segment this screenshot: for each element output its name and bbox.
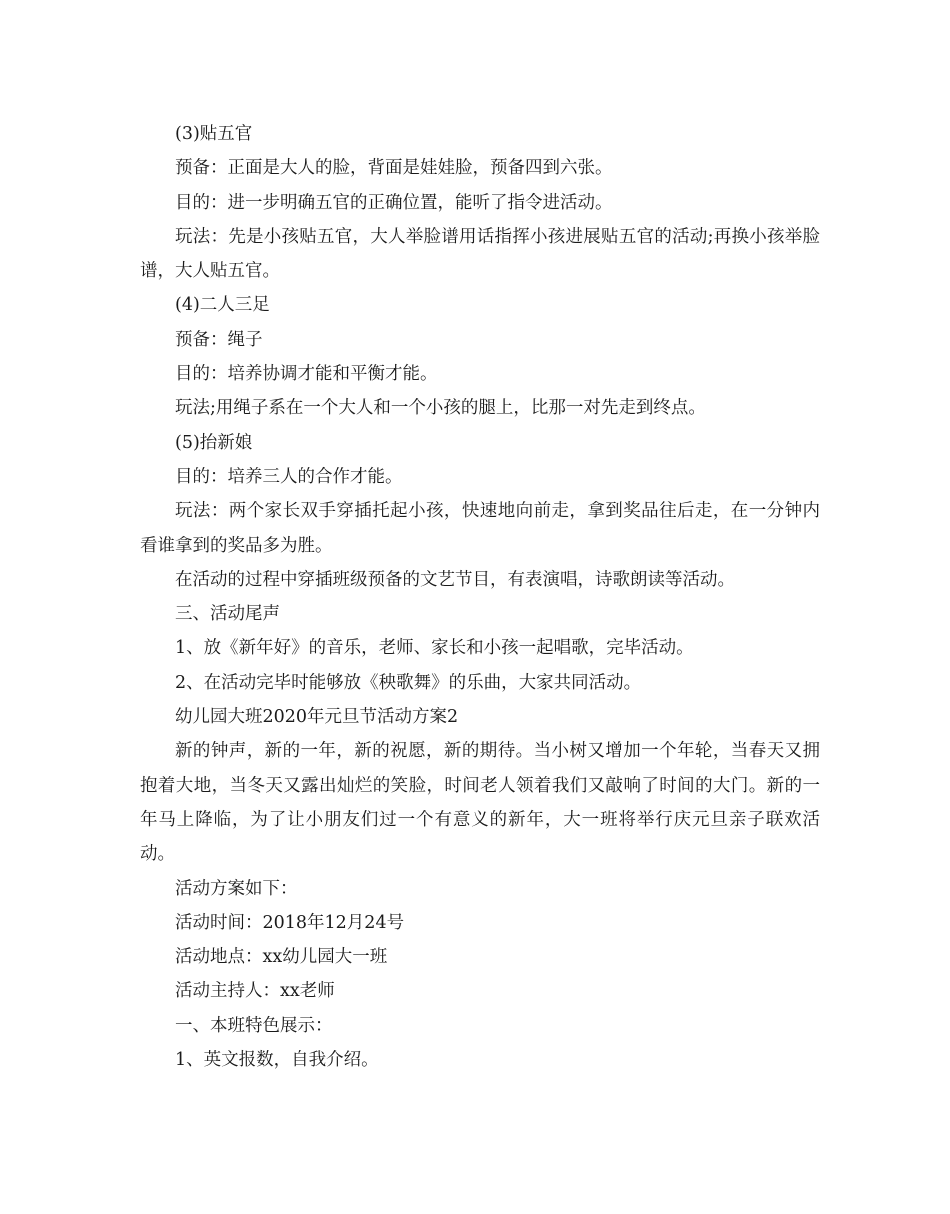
paragraph: 活动地点：xx幼儿园大一班 xyxy=(175,947,388,968)
paragraph: 目的：培养三人的合作才能。 xyxy=(175,466,403,487)
paragraph: 在活动的过程中穿插班级预备的文艺节目，有表演唱，诗歌朗读等活动。 xyxy=(175,569,735,590)
paragraph: 玩法：先是小孩贴五官，大人举脸谱用话指挥小孩进展贴五官的活动;再换小孩举脸谱，大人贴五官。 xyxy=(140,226,820,282)
document-body xyxy=(140,117,820,1077)
paragraph: 新的钟声，新的一年，新的祝愿，新的期待。当小树又增加一个年轮，当春天又拥抱着大地，当冬天又露出灿烂的笑脸，时间老人领着我们又敲响了时间的大门。新的一年马上降临，为了让小朋友们过一个有意义的新年，大一班将举行庆元旦亲子联欢活动。 xyxy=(140,741,820,865)
paragraph-heading-4: (4)二人三足 xyxy=(175,295,270,316)
paragraph: 活动方案如下： xyxy=(175,878,298,899)
paragraph: 目的：培养协调才能和平衡才能。 xyxy=(175,364,438,385)
paragraph: 预备：绳子 xyxy=(175,329,263,350)
paragraph: 活动主持人：xx老师 xyxy=(175,981,335,1002)
paragraph: 2、在活动完毕时能够放《秧歌舞》的乐曲，大家共同活动。 xyxy=(175,672,642,693)
paragraph: 玩法;用绳子系在一个大人和一个小孩的腿上，比那一对先走到终点。 xyxy=(175,398,706,419)
paragraph: 活动时间：2018年12月24号 xyxy=(175,912,405,933)
paragraph: 1、英文报数，自我介绍。 xyxy=(175,1050,379,1071)
paragraph: 玩法：两个家长双手穿插托起小孩，快速地向前走，拿到奖品往后走，在一分钟内看谁拿到的奖品多为胜。 xyxy=(140,501,820,556)
paragraph: 1、放《新年好》的音乐，老师、家长和小孩一起唱歌，完毕活动。 xyxy=(175,638,694,659)
document-title: 幼儿园大班2020年元旦节活动方案2 xyxy=(175,707,459,728)
paragraph: 目的：进一步明确五官的正确位置，能听了指令进活动。 xyxy=(175,192,613,213)
paragraph: 预备：正面是大人的脸，背面是娃娃脸，预备四到六张。 xyxy=(175,158,613,179)
paragraph-heading-3: (3)贴五官 xyxy=(175,124,253,144)
paragraph-heading-5: (5)抬新娘 xyxy=(175,432,253,453)
section-heading: 三、活动尾声 xyxy=(175,604,280,625)
section-heading: 一、本班特色展示： xyxy=(175,1015,333,1036)
